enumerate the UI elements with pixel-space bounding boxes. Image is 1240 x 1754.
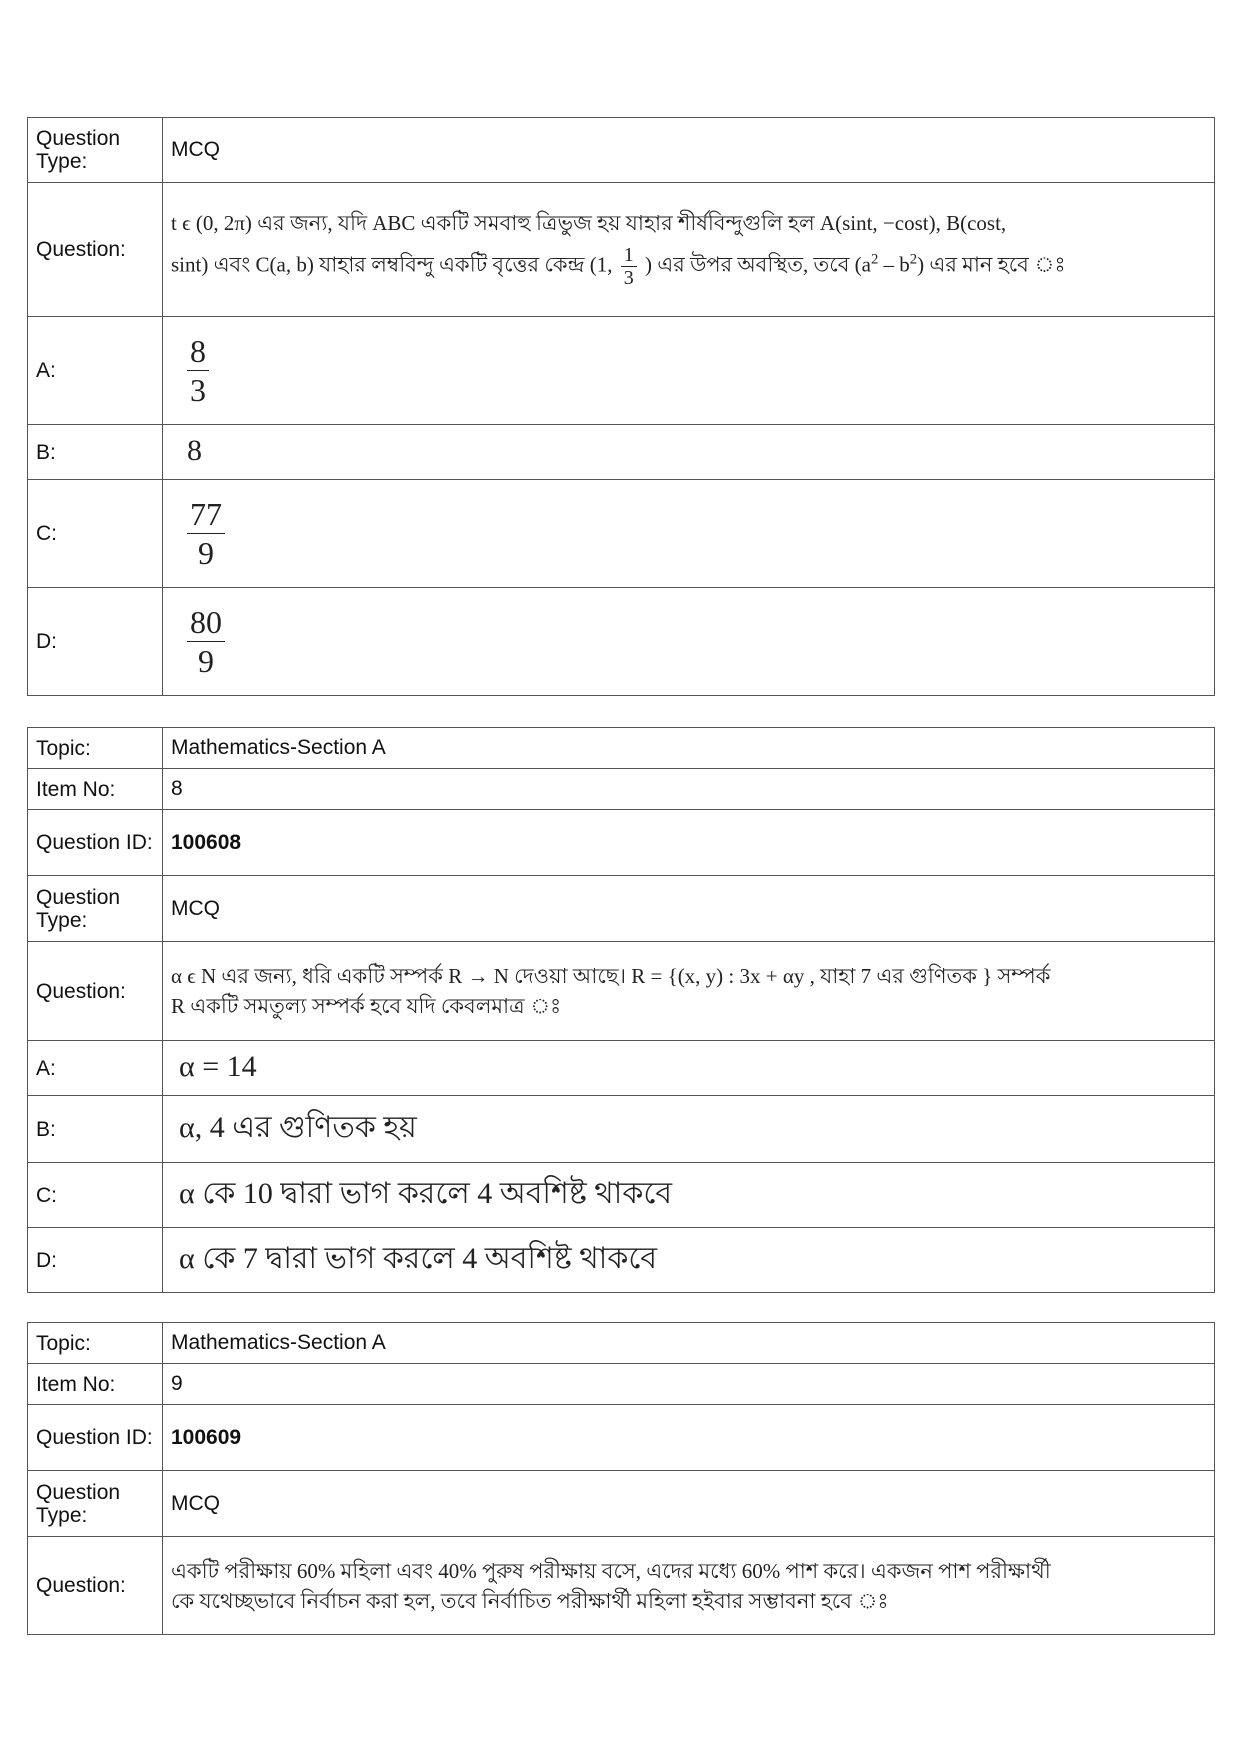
question-label: Question: (28, 183, 163, 317)
question-type-label: Question Type: (28, 118, 163, 183)
fraction-80-9 (187, 603, 225, 680)
question-block-1 (27, 117, 1215, 696)
question-line-1: একটি পরীক্ষায় 60% মহিলা এবং 40% পুরুষ পরীক্ষায় বসে, এদের মধ্যে 60% পাশ করে। একজন পাশ পরীক্ষার্থী (171, 1558, 1051, 1583)
fraction-numerator: 77 (187, 495, 225, 534)
option-a-label: A: (28, 317, 163, 425)
option-c-value (163, 1163, 1215, 1228)
question-id-text: 100608 (171, 830, 242, 854)
superscript-a: 2 (870, 251, 879, 268)
question-block-3 (27, 1322, 1215, 1635)
item-no-value: 9 (163, 1364, 1215, 1405)
option-a-text: α = 14 (179, 1049, 257, 1083)
fraction-denominator: 3 (190, 372, 206, 408)
question-line-2-mid: – b (878, 252, 910, 277)
option-d-label: D: (28, 588, 163, 696)
option-b-label: B: (28, 425, 163, 480)
superscript-b: 2 (909, 251, 918, 268)
fraction-denominator: 9 (198, 643, 214, 679)
question-id-value (163, 1405, 1215, 1471)
option-d-label: D: (28, 1228, 163, 1293)
question-line-2-end: ) এর মান হবে ঃ (917, 252, 1066, 277)
question-id-label: Question ID: (28, 810, 163, 876)
question-line-2: কে যথেচ্ছভাবে নির্বাচন করা হল, তবে নির্বাচিত পরীক্ষার্থী মহিলা হইবার সম্ভাবনা হবে ঃ (171, 1588, 889, 1613)
question-type-value: MCQ (163, 876, 1215, 942)
option-c-value (163, 480, 1215, 588)
question-label: Question: (28, 942, 163, 1041)
question-line-2 (171, 244, 1206, 289)
question-line-2: R একটি সমতুল্য সম্পর্ক হবে যদি কেবলমাত্র ঃ (171, 994, 562, 1018)
option-d-value (163, 1228, 1215, 1293)
question-id-label: Question ID: (28, 1405, 163, 1471)
fraction-numerator: 1 (621, 244, 637, 267)
option-c-text: α কে 10 দ্বারা ভাগ করলে 4 অবশিষ্ট থাকবে (179, 1176, 673, 1210)
question-type-value: MCQ (163, 1471, 1215, 1537)
option-a-value (163, 1041, 1215, 1096)
option-b-value (163, 425, 1215, 480)
question-type-label: Question Type: (28, 1471, 163, 1537)
option-a-label: A: (28, 1041, 163, 1096)
fraction-one-third (621, 244, 637, 289)
option-b-text: α, 4 এর গুণিতক হয় (179, 1110, 417, 1144)
question-label: Question: (28, 1537, 163, 1635)
topic-label: Topic: (28, 728, 163, 769)
question-block-2 (27, 727, 1215, 1293)
option-b-label: B: (28, 1096, 163, 1163)
question-type-label: Question Type: (28, 876, 163, 942)
fraction-77-9 (187, 495, 225, 572)
option-c-label: C: (28, 480, 163, 588)
topic-value: Mathematics-Section A (163, 728, 1215, 769)
option-b-text: 8 (187, 433, 202, 467)
fraction-denominator: 9 (198, 535, 214, 571)
option-a-value (163, 317, 1215, 425)
option-d-value (163, 588, 1215, 696)
question-line-1: t ϵ (0, 2π) এর জন্য, যদি ABC একটি সমবাহু ত্রিভুজ হয় যাহার শীর্ষবিন্দুগুলি হল A(sint, −cost), B(cost, (171, 211, 1007, 235)
question-text (163, 942, 1215, 1041)
question-id-value (163, 810, 1215, 876)
question-id-text: 100609 (171, 1425, 242, 1449)
item-no-label: Item No: (28, 1364, 163, 1405)
topic-value: Mathematics-Section A (163, 1323, 1215, 1364)
option-c-label: C: (28, 1163, 163, 1228)
question-type-value: MCQ (163, 118, 1215, 183)
fraction-8-3 (187, 332, 209, 409)
option-d-text: α কে 7 দ্বারা ভাগ করলে 4 অবশিষ্ট থাকবে (179, 1241, 658, 1275)
fraction-numerator: 80 (187, 603, 225, 642)
question-line-2-post: ) এর উপর অবস্থিত, তবে (a (645, 252, 871, 277)
fraction-numerator: 8 (187, 332, 209, 371)
topic-label: Topic: (28, 1323, 163, 1364)
item-no-value: 8 (163, 769, 1215, 810)
question-line-2-pre: sint) এবং C(a, b) যাহার লম্ববিন্দু একটি বৃত্তের কেন্দ্র (1, (171, 252, 613, 277)
question-text (163, 183, 1215, 317)
option-b-value (163, 1096, 1215, 1163)
item-no-label: Item No: (28, 769, 163, 810)
fraction-denominator: 3 (623, 267, 634, 289)
question-line-1: α ϵ N এর জন্য, ধরি একটি সম্পর্ক R → N দেওয়া আছে। R = {(x, y) : 3x + αy , যাহা 7 এর গুণিতক } সম্পর্ক (171, 964, 1051, 988)
question-text (163, 1537, 1215, 1635)
